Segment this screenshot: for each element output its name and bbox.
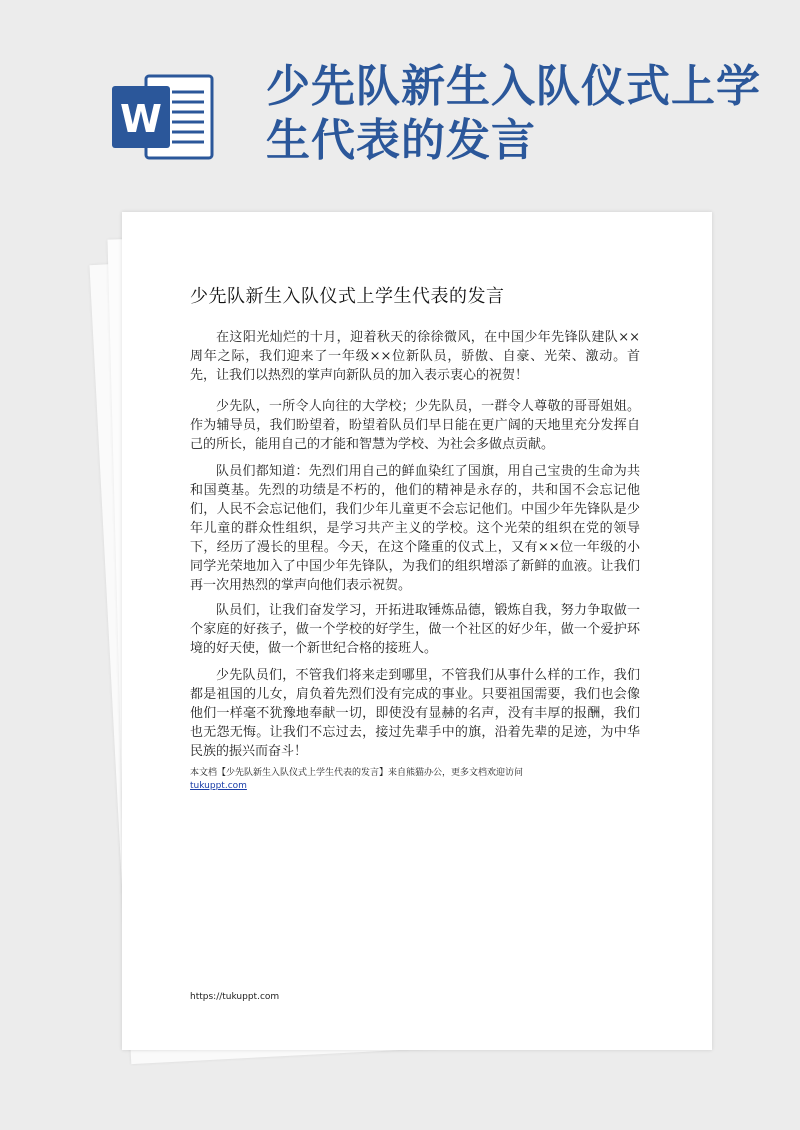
document-title: 少先队新生入队仪式上学生代表的发言	[190, 286, 505, 307]
footer-url: https://tukuppt.com	[190, 992, 280, 1002]
paragraph-5: 少先队员们，不管我们将来走到哪里，不管我们从事什么样的工作，我们都是祖国的儿女，肩负着先烈们没有完成的事业。只要祖国需要，我们也会像他们一样毫不犹豫地奉献一切，即使没有显赫的名声，没有丰厚的报酬，我们也无怨无悔。让我们不忘过去，接过先辈手中的旗，沿着先辈的足迹，为中华民族的振兴而奋斗！	[190, 668, 640, 759]
paragraph-4: 队员们，让我们奋发学习，开拓进取锤炼品德，锻炼自我，努力争取做一个家庭的好孩子，做一个学校的好学生，做一个社区的好少年，做一个爱护环境的好天使，做一个新世纪合格的接班人。	[190, 603, 640, 656]
paragraph-1: 在这阳光灿烂的十月，迎着秋天的徐徐微风，在中国少年先锋队建队××周年之际，我们迎来了一年级××位新队员，骄傲、自豪、光荣、激动。首先，让我们以热烈的掌声向新队员的加入表示衷心的祝贺！	[190, 330, 640, 383]
source-note	[190, 767, 620, 793]
source-link[interactable]: tukuppt.com	[190, 781, 247, 791]
svg-text:W: W	[120, 97, 162, 141]
word-document-icon	[110, 72, 220, 162]
paragraph-2: 少先队，一所令人向往的大学校；少先队员，一群令人尊敬的哥哥姐姐。作为辅导员，我们盼望着，盼望着队员们早日能在更广阔的天地里充分发挥自己的所长，能用自己的才能和智慧为学校、为社会多做点贡献。	[190, 399, 640, 452]
page-title: 少先队新生入队仪式上学生代表的发言	[266, 61, 761, 166]
source-note-text: 本文档【少先队新生入队仪式上学生代表的发言】来自熊猫办公，更多文档欢迎访问	[190, 768, 524, 778]
paragraph-3: 队员们都知道：先烈们用自己的鲜血染红了国旗，用自己宝贵的生命为共和国奠基。先烈的功绩是不朽的，他们的精神是永存的，共和国不会忘记他们，人民不会忘记他们，我们少年儿童更不会忘记他们。中国少年先锋队是少年儿童的群众性组织，是学习共产主义的学校。这个光荣的组织在党的领导下，经历了漫长的里程。今天，在这个隆重的仪式上，又有××位一年级的小同学光荣地加入了中国少年先锋队，为我们的组织增添了新鲜的血液。让我们再一次用热烈的掌声向他们表示祝贺。	[190, 464, 640, 593]
